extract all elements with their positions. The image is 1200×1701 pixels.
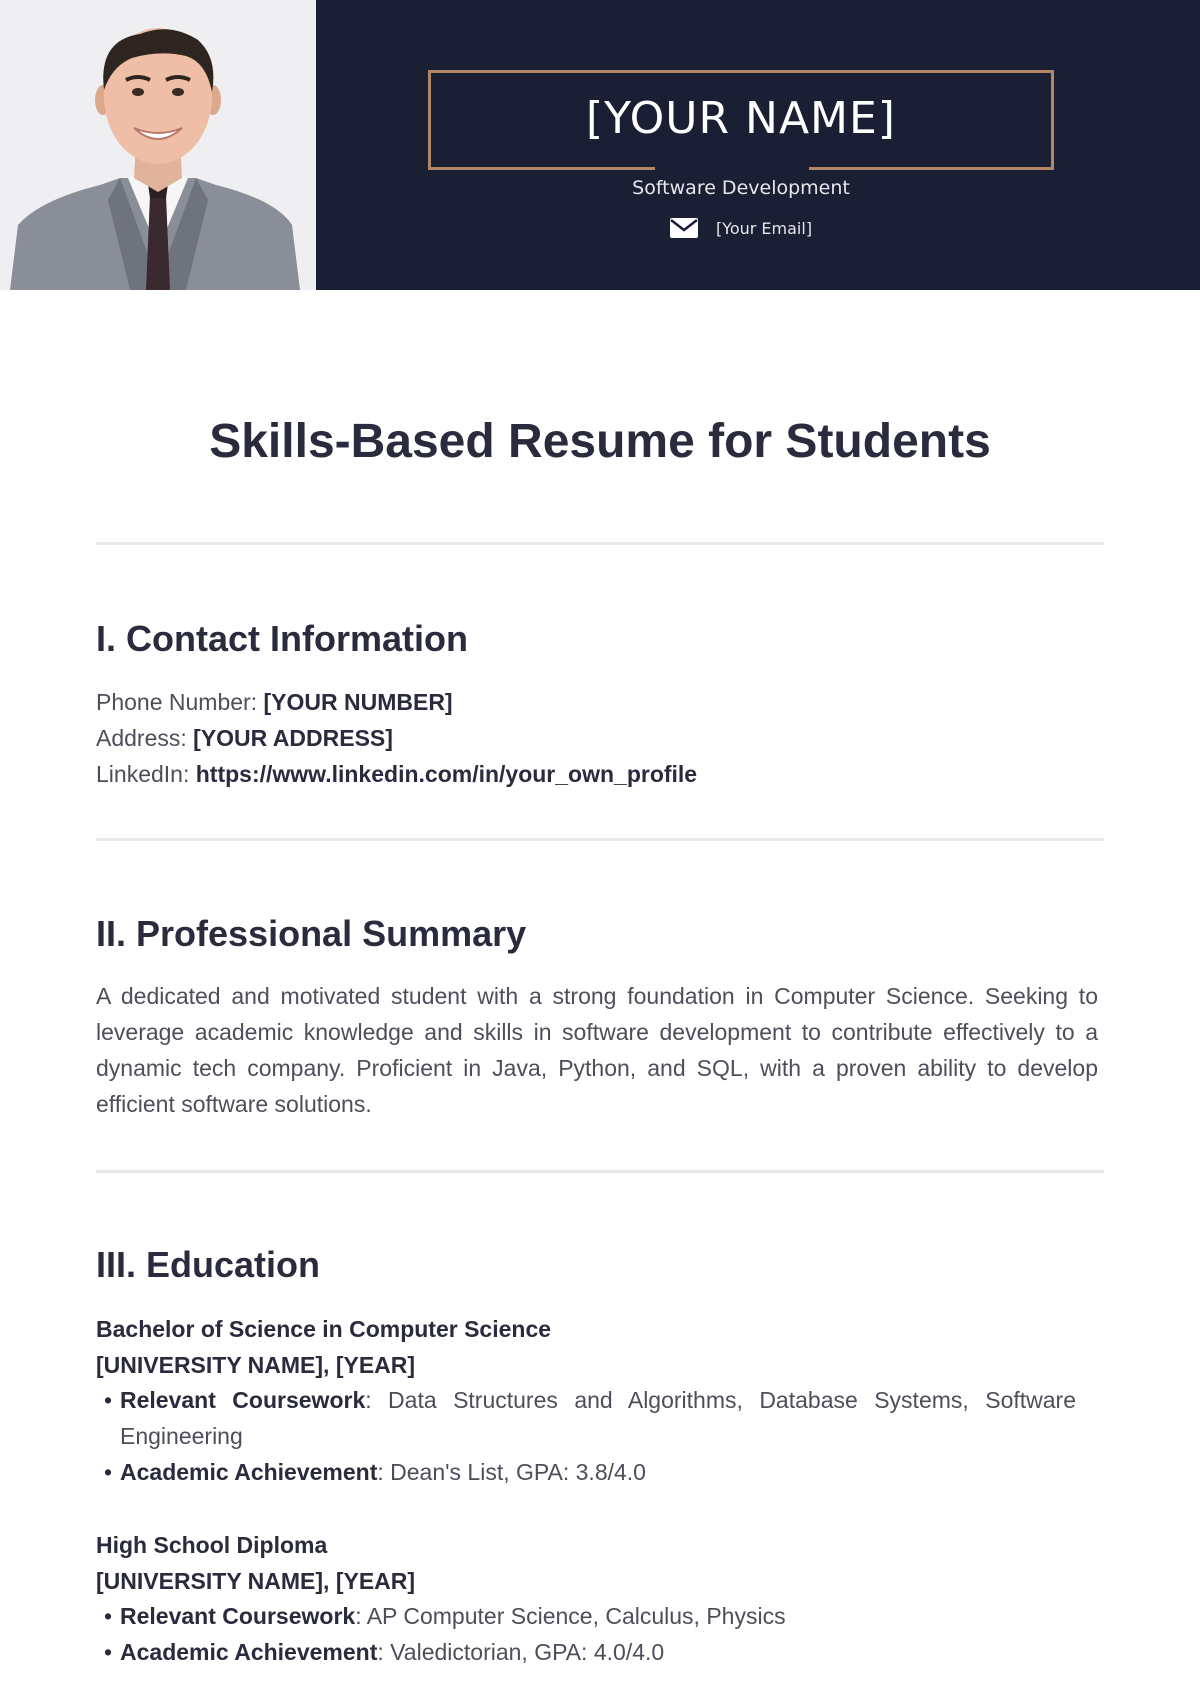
email-row [428,218,1054,238]
item-text: : Data Structures and Algorithms, Database Systems, Software Engineering [120,1387,1076,1449]
person-portrait-icon [0,0,316,290]
document-title: Skills-Based Resume for Students [209,415,991,468]
education-heading: III. Education [96,1244,321,1285]
list-item [96,1454,1076,1490]
list-item [96,1382,1076,1454]
education-details [96,1598,1076,1670]
divider [96,542,1104,545]
phone-label: Phone Number: [96,689,258,715]
profile-photo [0,0,316,290]
phone-value: [YOUR NUMBER] [263,689,453,715]
envelope-icon [670,218,698,238]
name-frame [428,70,1054,170]
contact-heading: I. Contact Information [96,618,468,659]
resume-header [0,0,1200,290]
summary-heading: II. Professional Summary [96,913,527,954]
degree-title: Bachelor of Science in Computer Science [96,1316,552,1342]
header-banner [316,0,1200,290]
phone-line [96,689,453,716]
school-line: [UNIVERSITY NAME], [YEAR] [96,1352,416,1378]
divider [96,1170,1104,1173]
email-text: [Your Email] [715,218,813,238]
item-text: : AP Computer Science, Calculus, Physics [355,1603,786,1629]
item-label: Relevant Coursework [120,1387,366,1413]
divider [96,838,1104,841]
education-details [96,1382,1076,1490]
list-item [96,1598,1076,1634]
item-label: Academic Achievement [120,1639,378,1665]
address-label: Address: [96,725,187,751]
linkedin-link[interactable]: https://www.linkedin.com/in/your_own_profile [195,761,698,787]
item-label: Academic Achievement [120,1459,378,1485]
item-text: : Valedictorian, GPA: 4.0/4.0 [377,1639,665,1665]
linkedin-line [96,761,697,788]
candidate-name: [YOUR NAME] [586,93,896,144]
candidate-role: Software Development [632,177,850,199]
school-line: [UNIVERSITY NAME], [YEAR] [96,1568,416,1594]
linkedin-label: LinkedIn: [96,761,190,787]
item-label: Relevant Coursework [120,1603,356,1629]
address-value: [YOUR ADDRESS] [193,725,393,751]
frame-gap [655,167,809,170]
address-line [96,725,393,752]
list-item [96,1634,1076,1670]
item-text: : Dean's List, GPA: 3.8/4.0 [377,1459,646,1485]
summary-text: A dedicated and motivated student with a strong foundation in Computer Science. Seeking to leverage academic knowledge and skills in software development to contribute effectively to a dynamic tech company. Proficient in Java, Python, and SQL, with a proven ability to develop efficient software solutions. [96,983,1098,1117]
degree-title: High School Diploma [96,1532,328,1558]
